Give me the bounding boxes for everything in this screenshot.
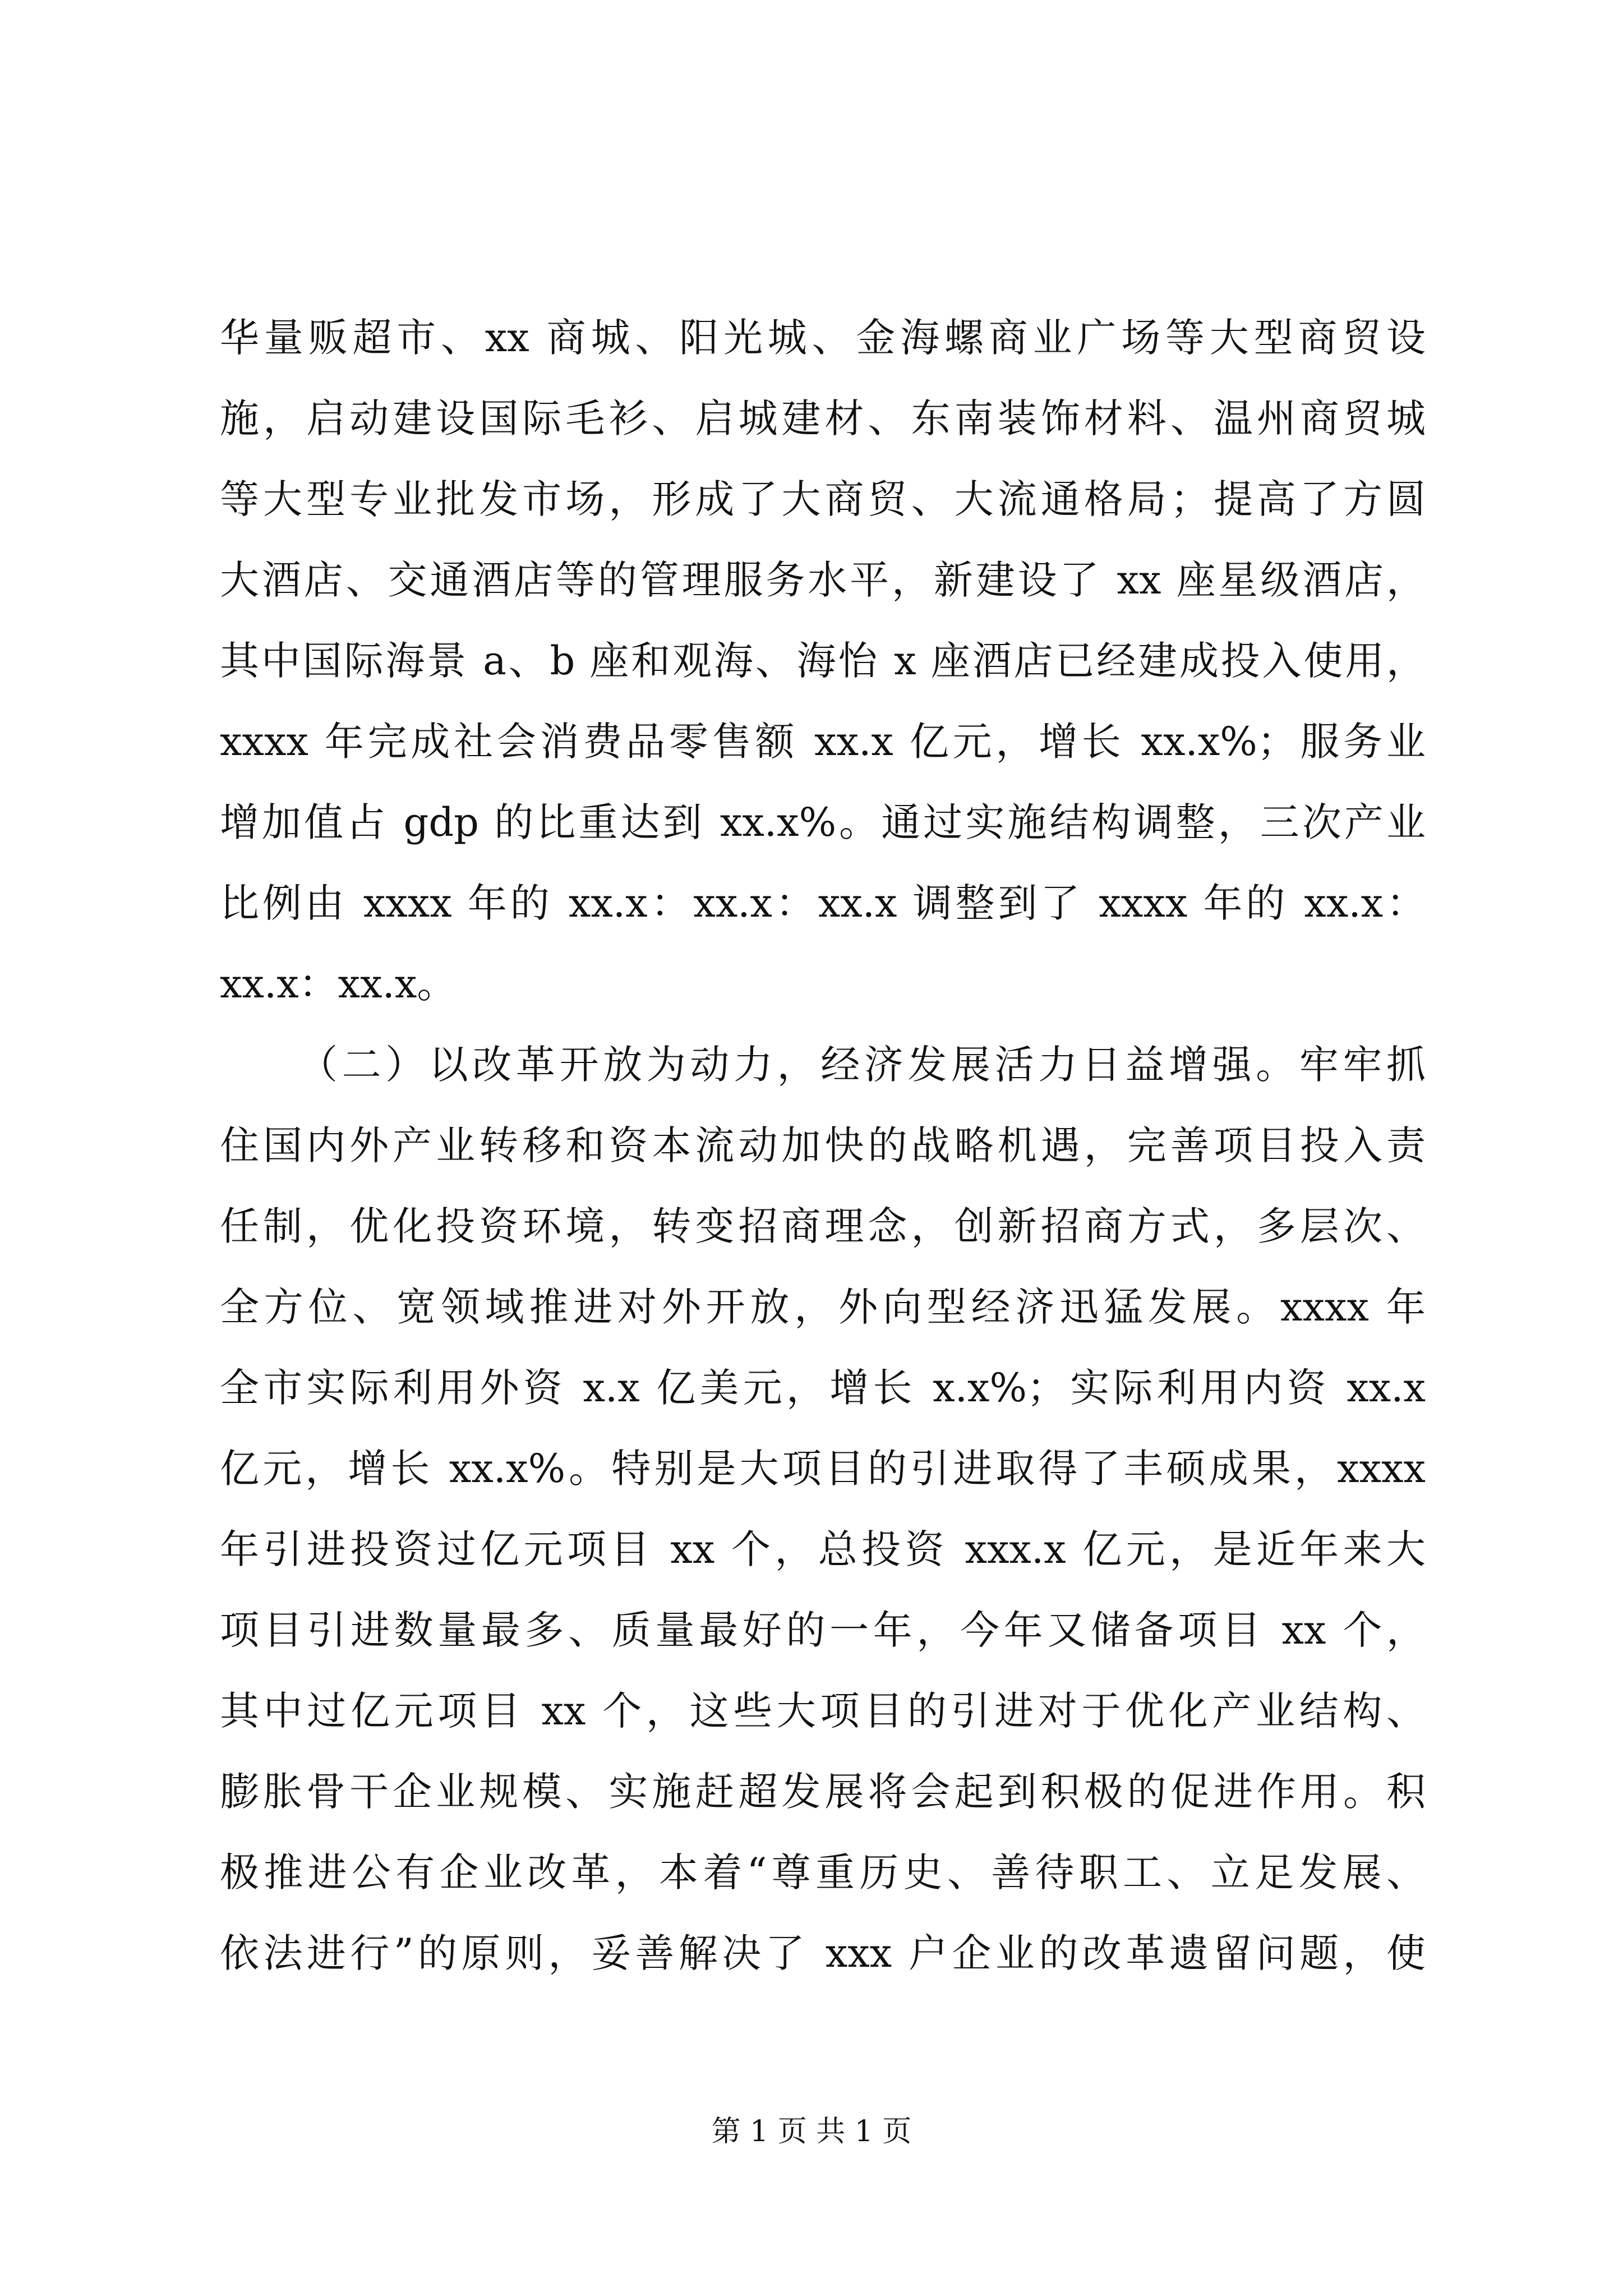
text-line: 华量贩超市、xx 商城、阳光城、金海螺商业广场等大型商贸设 [220,315,1426,361]
text-line: 增加值占 gdp 的比重达到 xx.x%。通过实施结构调整，三次产业 [220,799,1426,845]
text-line: 全市实际利用外资 x.x 亿美元，增长 x.x%；实际利用内资 xx.x [220,1365,1426,1411]
text-line: 比例由 xxxx 年的 xx.x：xx.x：xx.x 调整到了 xxxx 年的 xx.x： [220,880,1426,926]
text-line: 等大型专业批发市场，形成了大商贸、大流通格局；提高了方圆 [220,476,1426,522]
body-text [220,297,1426,1994]
paragraph-heading-line: （二）以改革开放为动力，经济发展活力日益增强。牢牢抓 [298,1042,1426,1088]
text-line: 全方位、宽领域推进对外开放，外向型经济迅猛发展。xxxx 年 [220,1284,1426,1330]
text-line: 大酒店、交通酒店等的管理服务水平，新建设了 xx 座星级酒店， [220,557,1426,603]
text-line: 年引进投资过亿元项目 xx 个，总投资 xxx.x 亿元，是近年来大 [220,1526,1426,1572]
text-line: 极推进公有企业改革，本着“尊重历史、善待职工、立足发展、 [220,1849,1426,1895]
text-line: 项目引进数量最多、质量最好的一年，今年又储备项目 xx 个， [220,1607,1426,1653]
text-line: 依法进行”的原则，妥善解决了 xxx 户企业的改革遗留问题，使 [220,1930,1426,1976]
text-line: 任制，优化投资环境，转变招商理念，创新招商方式，多层次、 [220,1203,1426,1249]
text-line: 住国内外产业转移和资本流动加快的战略机遇，完善项目投入责 [220,1122,1426,1168]
text-line: 其中国际海景 a、b 座和观海、海怡 x 座酒店已经建成投入使用， [220,638,1426,684]
text-line: 施，启动建设国际毛衫、启城建材、东南装饰材料、温州商贸城 [220,395,1426,441]
text-line: 膨胀骨干企业规模、实施赶超发展将会起到积极的促进作用。积 [220,1769,1426,1815]
text-line: xxxx 年完成社会消费品零售额 xx.x 亿元，增长 xx.x%；服务业 [220,719,1426,765]
text-line: 其中过亿元项目 xx 个，这些大项目的引进对于优化产业结构、 [220,1688,1426,1734]
text-line: xx.x：xx.x。 [220,961,457,1007]
text-line: 亿元，增长 xx.x%。特别是大项目的引进取得了丰硕成果，xxxx [220,1446,1426,1492]
page-footer: 第 1 页 共 1 页 [711,2115,912,2148]
